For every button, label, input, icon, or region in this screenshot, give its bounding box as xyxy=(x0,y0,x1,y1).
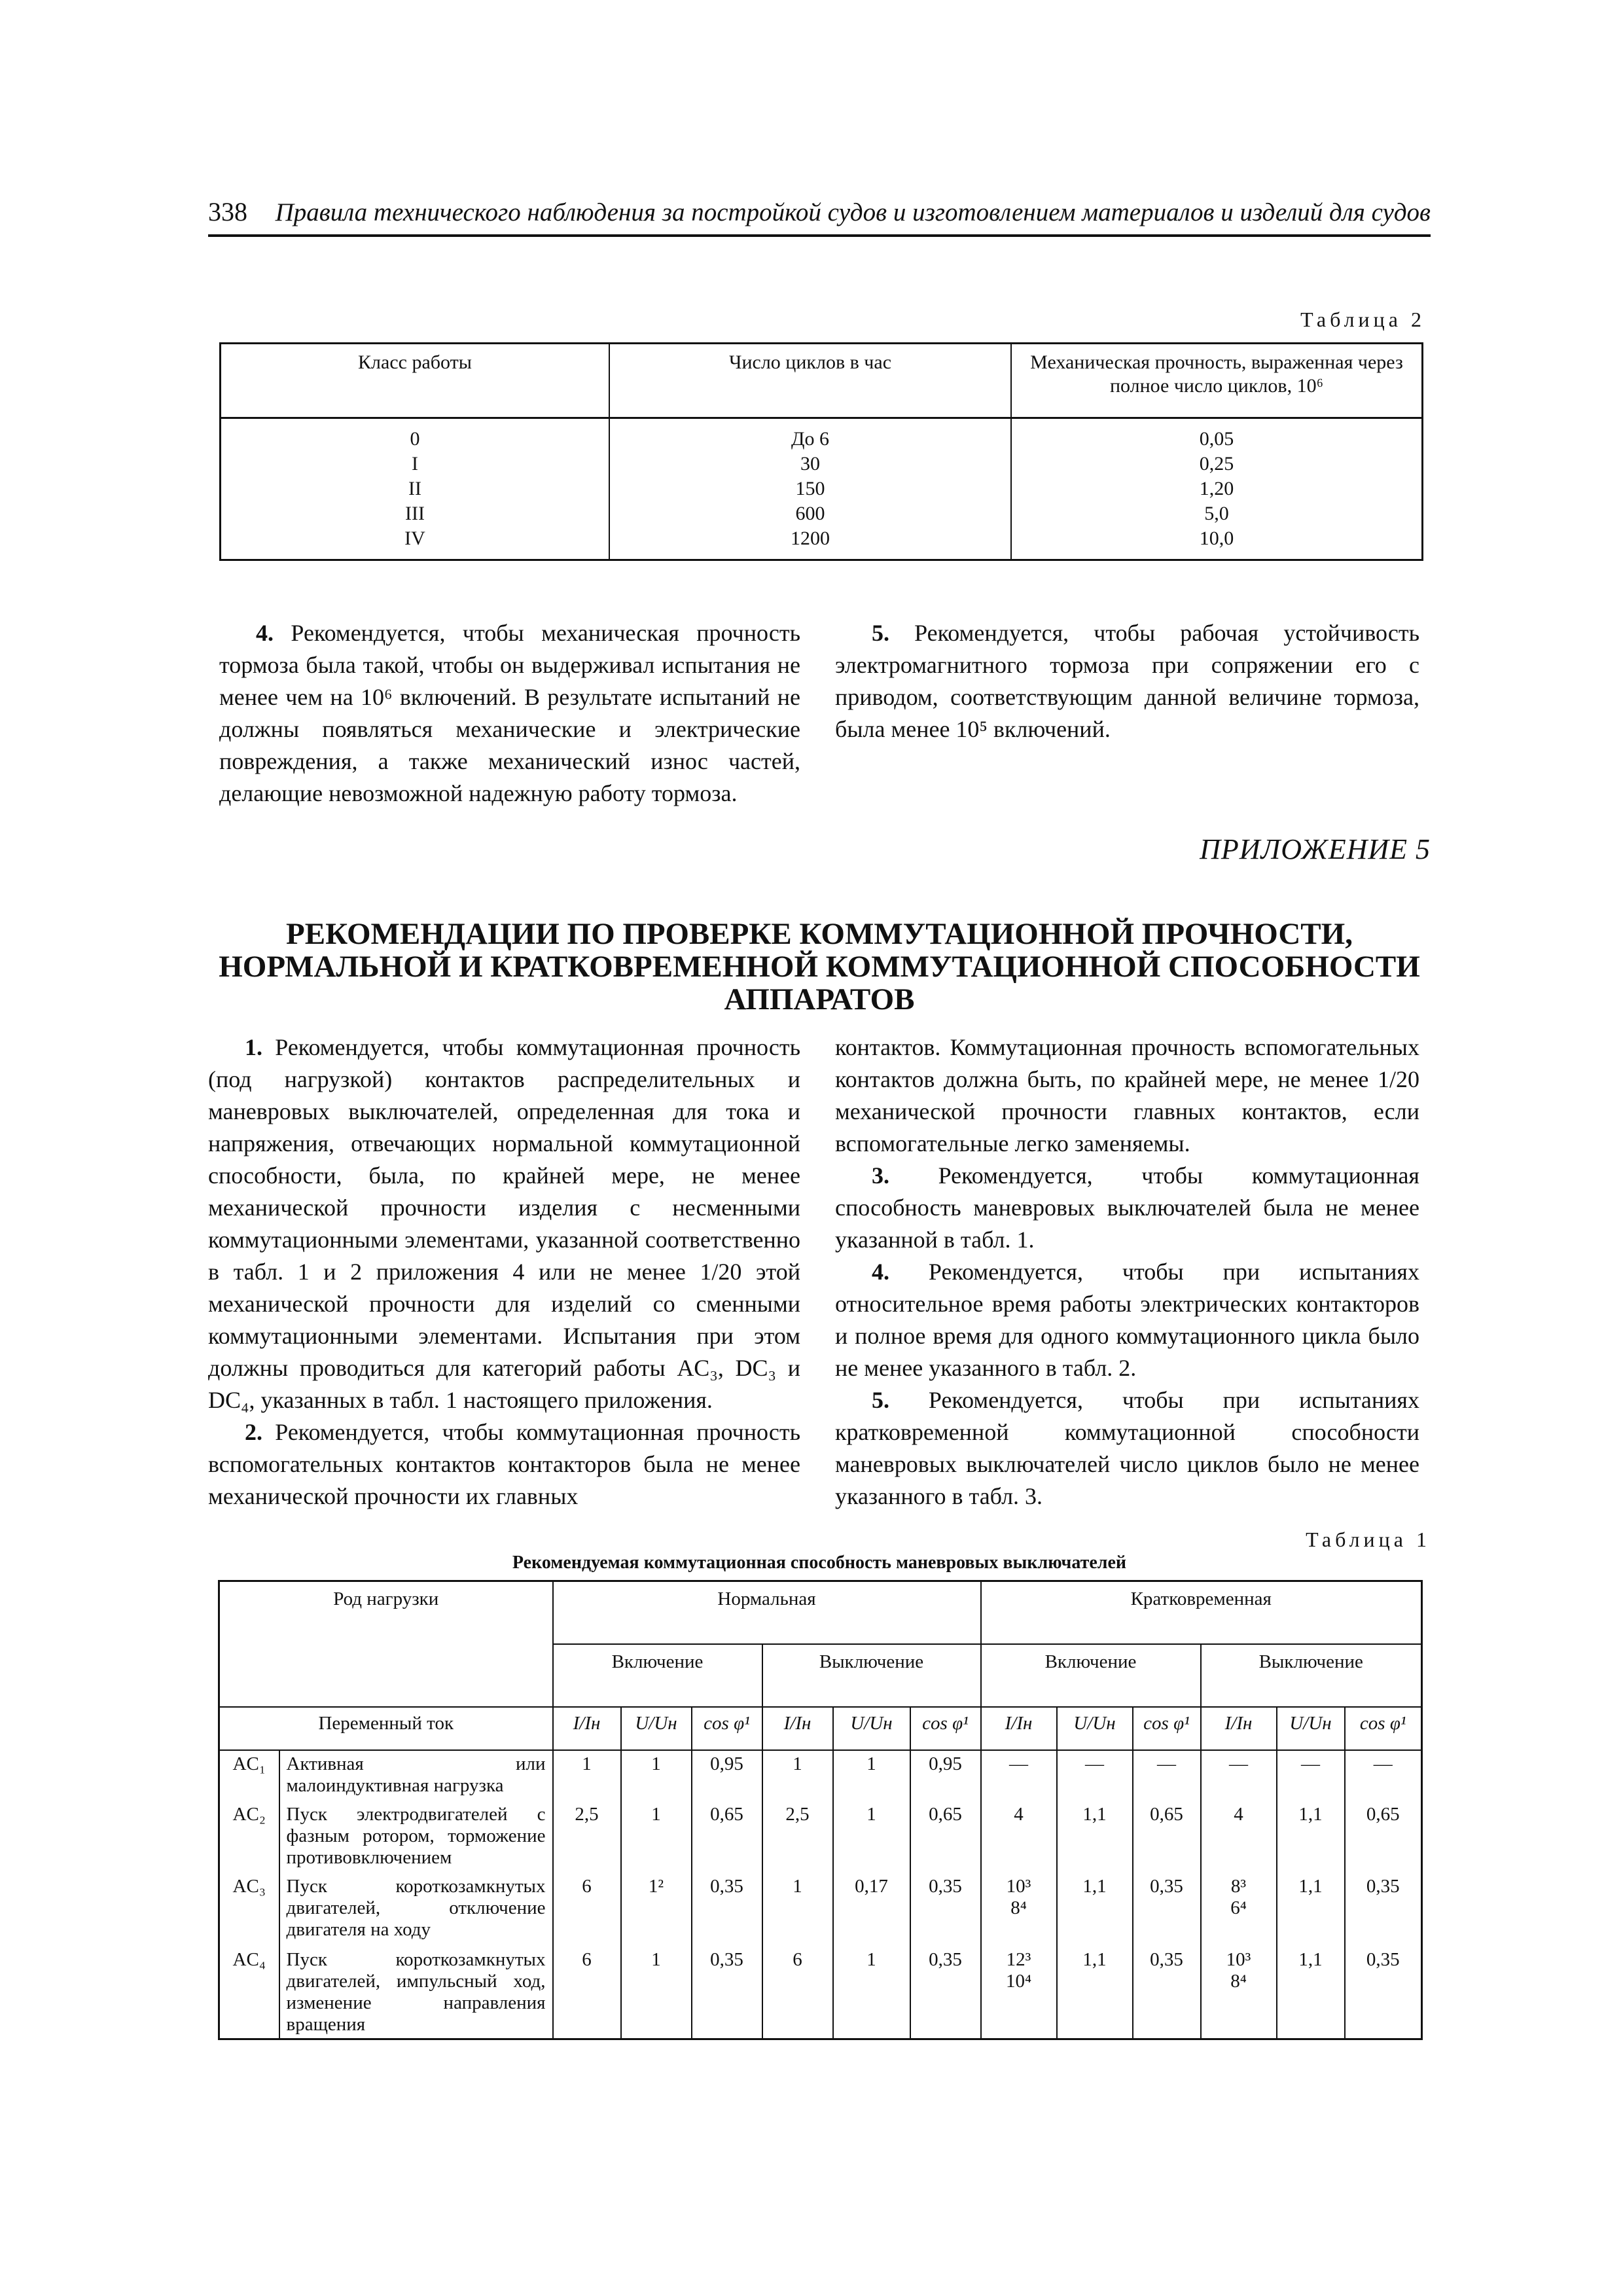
table2-cell: 1200 xyxy=(791,528,830,549)
table1-cell: 0,65 xyxy=(1133,1801,1201,1873)
table1-cell: 0,35 xyxy=(910,1946,981,2039)
paragraph-number: 3. xyxy=(872,1162,889,1189)
table1-cell: — xyxy=(1057,1750,1133,1801)
table1-cell: 1 xyxy=(762,1873,833,1946)
table2-col-strength xyxy=(1011,418,1423,560)
table2-cell: 150 xyxy=(795,478,825,499)
table1-cell: 6 xyxy=(553,1873,621,1946)
table1-header-normal: Нормальная xyxy=(553,1581,981,1644)
table1-code: AC₁ xyxy=(219,1750,279,1801)
table1 xyxy=(218,1580,1423,2040)
table1-cell: 4 xyxy=(981,1801,1057,1873)
table1-subheader-cos: cos φ¹ xyxy=(1345,1707,1422,1750)
paragraph-text-continued: контактов. Коммутационная прочность вспомогательных контактов должна быть, по крайней мере, не менее 1/20 механической прочности главных контактов, если вспомогательные легко заменяемы. xyxy=(835,1034,1419,1157)
table2-cell: II xyxy=(408,478,421,499)
table2-body xyxy=(221,418,1423,560)
table1-header-on: Включение xyxy=(553,1644,762,1707)
table1-cell: 0,65 xyxy=(910,1801,981,1873)
table1-description: Пуск короткозамкнутых двигателей, импульсный ход, изменение направления вращения xyxy=(279,1946,553,2039)
table1-cell: 0,65 xyxy=(692,1801,762,1873)
running-header xyxy=(208,196,1431,237)
table1-subheader-cos: cos φ¹ xyxy=(692,1707,762,1750)
title-line: РЕКОМЕНДАЦИИ ПО ПРОВЕРКЕ КОММУТАЦИОННОЙ ПРОЧНОСТИ, xyxy=(286,917,1353,951)
table1-subheader-i: I/Iн xyxy=(553,1707,621,1750)
table1-description: Пуск электродвигателей с фазным ротором, торможение противовключением xyxy=(279,1801,553,1873)
table2-cell: 0,25 xyxy=(1199,453,1234,475)
table2-cell: III xyxy=(405,503,425,524)
table1-cell: 1,1 xyxy=(1057,1873,1133,1946)
table-row xyxy=(219,1801,1422,1873)
table2-cell: 0 xyxy=(410,428,420,450)
paragraph-text: Рекомендуется, чтобы рабочая устойчивость электромагнитного тормоза при сопряжении его с приводом, соответствующим данной величине тормоза, была менее 10⁵ включений. xyxy=(835,620,1419,742)
table1-cell: 1² xyxy=(621,1873,692,1946)
appendix-title xyxy=(208,918,1431,1016)
paragraph-number: 5. xyxy=(872,620,889,646)
table1-body xyxy=(219,1750,1422,2039)
table1-cell: 1 xyxy=(621,1946,692,2039)
appendix4-right-column xyxy=(835,617,1419,745)
table1-cell: 1 xyxy=(553,1750,621,1801)
table1-subheader-cos: cos φ¹ xyxy=(910,1707,981,1750)
table1-cell: 0,17 xyxy=(833,1873,910,1946)
paragraph-number: 1. xyxy=(245,1034,262,1060)
table2-cell: 5,0 xyxy=(1204,503,1229,524)
table2-cell: До 6 xyxy=(791,428,829,450)
appendix-label: ПРИЛОЖЕНИЕ 5 xyxy=(1200,833,1431,865)
table1-cell: 1 xyxy=(621,1801,692,1873)
table1-description: Активная или малоиндуктивная нагрузка xyxy=(279,1750,553,1801)
table1-cell: 0,35 xyxy=(910,1873,981,1946)
table1-header-off: Выключение xyxy=(1201,1644,1422,1707)
table1-cell: 0,35 xyxy=(1345,1946,1422,2039)
table1-description: Пуск короткозамкнутых двигателей, отключение двигателя на ходу xyxy=(279,1873,553,1946)
table1-cell: 12³ 10⁴ xyxy=(981,1946,1057,2039)
table1-cell: 0,65 xyxy=(1345,1801,1422,1873)
table1-cell: 1,1 xyxy=(1057,1946,1133,2039)
table1-cell: 2,5 xyxy=(762,1801,833,1873)
table1-code: AC₃ xyxy=(219,1873,279,1946)
title-line: АППАРАТОВ xyxy=(724,982,915,1016)
table1-cell: — xyxy=(1201,1750,1277,1801)
table2-header: Механическая прочность, выраженная через полное число циклов, 10⁶ xyxy=(1011,344,1423,418)
appendix5-right-column xyxy=(835,1031,1419,1513)
table-row xyxy=(219,1873,1422,1946)
paragraph-text: Рекомендуется, чтобы коммутационная прочность (под нагрузкой) контактов распределительных и маневровых выключателей, определенная для тока и напряжения, отвечающих нормальной коммутационной способности, была, по крайней мере, не менее механической прочности изделия с несменными коммутационными элементами, указанной соответственно в табл. 1 и 2 приложения 4 или не менее 1/20 этой механической прочности для изделий со сменными коммутационными элементами. Испытания при этом должны проводиться для категорий работы AC₃, DC₃ и DC₄, указанных в табл. 1 настоящего приложения. xyxy=(208,1034,800,1413)
table1-cell: — xyxy=(981,1750,1057,1801)
table1-header-ac: Переменный ток xyxy=(219,1707,553,1750)
table1-cell: 0,95 xyxy=(692,1750,762,1801)
table1-cell: — xyxy=(1345,1750,1422,1801)
table2-cell: 600 xyxy=(795,503,825,524)
paragraph-number: 5. xyxy=(872,1387,889,1413)
table1-cell: 0,35 xyxy=(692,1873,762,1946)
table2-cell: IV xyxy=(404,528,425,549)
paragraph-text: Рекомендуется, чтобы коммутационная способность маневровых выключателей была не менее указанной в табл. 1. xyxy=(835,1162,1419,1253)
table2 xyxy=(219,342,1423,561)
table2-header: Число циклов в час xyxy=(609,344,1011,418)
title-line: НОРМАЛЬНОЙ И КРАТКОВРЕМЕННОЙ КОММУТАЦИОННОЙ СПОСОБНОСТИ xyxy=(219,950,1420,984)
table-row xyxy=(219,1946,1422,2039)
appendix5-left-column xyxy=(208,1031,800,1513)
paragraph-text: Рекомендуется, чтобы при испытаниях кратковременной коммутационной способности маневровых выключателей число циклов было не менее указанного в табл. 3. xyxy=(835,1387,1419,1509)
table1-cell: — xyxy=(1133,1750,1201,1801)
table1-subheader-i: I/Iн xyxy=(981,1707,1057,1750)
table1-cell: 0,95 xyxy=(910,1750,981,1801)
table1-header-short: Кратковременная xyxy=(981,1581,1422,1644)
table1-cell: 1 xyxy=(833,1946,910,2039)
table1-cell: 0,35 xyxy=(1133,1873,1201,1946)
table1-caption: Таблица 1 xyxy=(1306,1528,1431,1551)
table1-header-on: Включение xyxy=(981,1644,1201,1707)
table1-cell: 1 xyxy=(762,1750,833,1801)
table1-cell: 1,1 xyxy=(1057,1801,1133,1873)
table2-cell: I xyxy=(412,453,418,475)
table1-header-off: Выключение xyxy=(762,1644,981,1707)
table1-cell: 10³ 8⁴ xyxy=(1201,1946,1277,2039)
table1-cell: 1 xyxy=(621,1750,692,1801)
table1-cell: 0,35 xyxy=(1133,1946,1201,2039)
table1-cell: 6 xyxy=(553,1946,621,2039)
table1-cell: 10³ 8⁴ xyxy=(981,1873,1057,1946)
table1-cell: 0,35 xyxy=(1345,1873,1422,1946)
table1-subheader-cos: cos φ¹ xyxy=(1133,1707,1201,1750)
table2-cell: 10,0 xyxy=(1199,528,1234,549)
paragraph-text: Рекомендуется, чтобы при испытаниях относительное время работы электрических контакторов и полное время для одного коммутационного цикла было не менее указанного в табл. 2. xyxy=(835,1259,1419,1381)
paragraph-number: 4. xyxy=(256,620,274,646)
page-number: 338 xyxy=(208,197,247,226)
running-title: Правила технического наблюдения за постройкой судов и изготовлением материалов и изделий для судов xyxy=(275,198,1431,226)
table1-cell: 1 xyxy=(833,1750,910,1801)
paragraph-text: Рекомендуется, чтобы механическая прочность тормоза была такой, чтобы он выдерживал испытания не менее чем на 10⁶ включений. В результате испытаний не должны появляться механические и электрические повреждения, а также механический износ частей, делающие невозможной надежную работу тормоза. xyxy=(219,620,801,806)
table2-cell: 30 xyxy=(800,453,820,475)
table1-subheader-i: I/Iн xyxy=(762,1707,833,1750)
table1-title: Рекомендуемая коммутационная способность маневровых выключателей xyxy=(512,1552,1127,1573)
table2-col-cycles xyxy=(609,418,1011,560)
table1-cell: 1,1 xyxy=(1277,1873,1345,1946)
table1-cell: 0,35 xyxy=(692,1946,762,2039)
appendix4-left-column xyxy=(219,617,800,810)
table1-code: AC₂ xyxy=(219,1801,279,1873)
table1-cell: 1,1 xyxy=(1277,1946,1345,2039)
table2-header: Класс работы xyxy=(221,344,610,418)
table1-subheader-u: U/Uн xyxy=(833,1707,910,1750)
table1-subheader-row xyxy=(219,1707,1422,1750)
table1-subheader-u: U/Uн xyxy=(621,1707,692,1750)
table2-caption: Таблица 2 xyxy=(1300,308,1425,331)
table1-cell: 1,1 xyxy=(1277,1801,1345,1873)
table1-cell: 1 xyxy=(833,1801,910,1873)
table1-subheader-u: U/Uн xyxy=(1277,1707,1345,1750)
table1-subheader-u: U/Uн xyxy=(1057,1707,1133,1750)
table1-header-load: Род нагрузки xyxy=(219,1581,553,1707)
paragraph-number: 2. xyxy=(245,1419,262,1445)
table2-cell: 0,05 xyxy=(1199,428,1234,450)
table1-header-row xyxy=(219,1581,1422,1644)
table1-code: AC₄ xyxy=(219,1946,279,2039)
table1-cell: — xyxy=(1277,1750,1345,1801)
paragraph-number: 4. xyxy=(872,1259,889,1285)
table1-cell: 6 xyxy=(762,1946,833,2039)
table-row xyxy=(219,1750,1422,1801)
table1-cell: 8³ 6⁴ xyxy=(1201,1873,1277,1946)
table1-cell: 4 xyxy=(1201,1801,1277,1873)
table1-subheader-i: I/Iн xyxy=(1201,1707,1277,1750)
paragraph-text: Рекомендуется, чтобы коммутационная прочность вспомогательных контактов контакторов была не менее механической прочности их главных xyxy=(208,1419,800,1509)
table1-cell: 2,5 xyxy=(553,1801,621,1873)
table2-col-class xyxy=(221,418,610,560)
table2-cell: 1,20 xyxy=(1199,478,1234,499)
table2-header-row xyxy=(221,344,1423,418)
